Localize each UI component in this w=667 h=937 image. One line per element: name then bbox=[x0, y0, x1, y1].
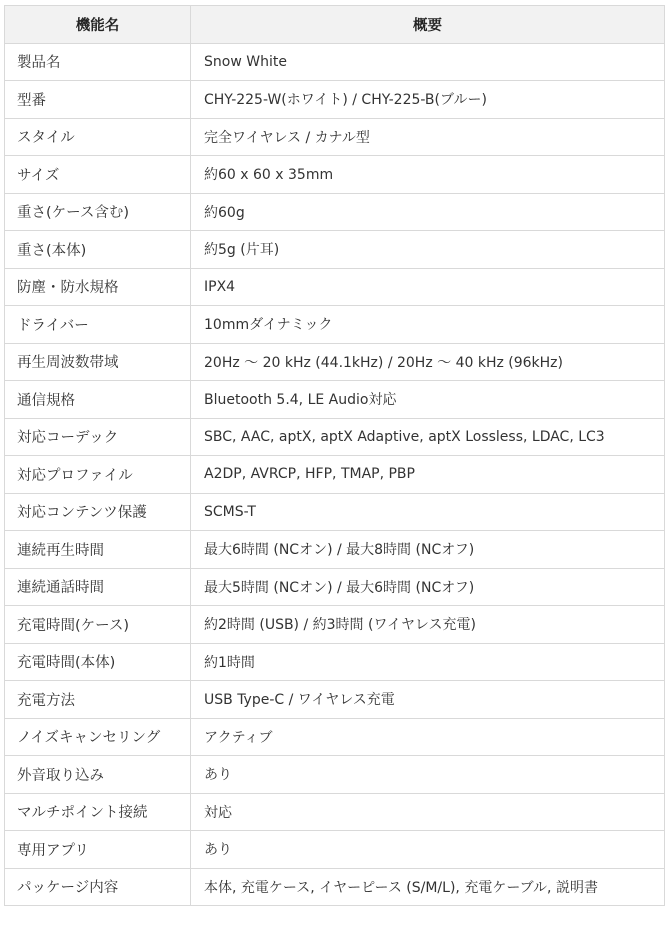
feature-name-cell: マルチポイント接続 bbox=[5, 793, 191, 831]
feature-name-cell: 連続再生時間 bbox=[5, 531, 191, 569]
header-feature-name: 機能名 bbox=[5, 6, 191, 44]
table-row bbox=[5, 343, 665, 381]
feature-name-cell: 充電方法 bbox=[5, 681, 191, 719]
feature-name-cell: 専用アプリ bbox=[5, 831, 191, 869]
feature-name-cell: サイズ bbox=[5, 156, 191, 194]
table-row bbox=[5, 643, 665, 681]
feature-name-cell: 通信規格 bbox=[5, 381, 191, 419]
feature-name-cell: 製品名 bbox=[5, 43, 191, 81]
table-row bbox=[5, 381, 665, 419]
table-row bbox=[5, 493, 665, 531]
table-row bbox=[5, 718, 665, 756]
feature-name-cell: 連続通話時間 bbox=[5, 568, 191, 606]
table-row bbox=[5, 868, 665, 906]
feature-value-cell: 最大6時間 (NCオン) / 最大8時間 (NCオフ) bbox=[191, 531, 665, 569]
feature-value-cell: IPX4 bbox=[191, 268, 665, 306]
table-row bbox=[5, 306, 665, 344]
feature-value-cell: Snow White bbox=[191, 43, 665, 81]
feature-value-cell: USB Type-C / ワイヤレス充電 bbox=[191, 681, 665, 719]
feature-value-cell: 本体, 充電ケース, イヤーピース (S/M/L), 充電ケーブル, 説明書 bbox=[191, 868, 665, 906]
feature-value-cell: アクティブ bbox=[191, 718, 665, 756]
table-row bbox=[5, 156, 665, 194]
feature-name-cell: 対応プロファイル bbox=[5, 456, 191, 494]
feature-name-cell: 防塵・防水規格 bbox=[5, 268, 191, 306]
feature-name-cell: 型番 bbox=[5, 81, 191, 119]
table-row bbox=[5, 193, 665, 231]
table-row bbox=[5, 456, 665, 494]
feature-name-cell: ドライバー bbox=[5, 306, 191, 344]
feature-name-cell: ノイズキャンセリング bbox=[5, 718, 191, 756]
feature-value-cell: 約60 x 60 x 35mm bbox=[191, 156, 665, 194]
header-row bbox=[5, 6, 665, 44]
feature-name-cell: 充電時間(ケース) bbox=[5, 606, 191, 644]
feature-value-cell: 約60g bbox=[191, 193, 665, 231]
table-row bbox=[5, 231, 665, 269]
table-row bbox=[5, 531, 665, 569]
feature-value-cell: 約1時間 bbox=[191, 643, 665, 681]
table-row bbox=[5, 81, 665, 119]
table-row bbox=[5, 43, 665, 81]
spec-table bbox=[4, 5, 665, 906]
feature-value-cell: 完全ワイヤレス / カナル型 bbox=[191, 118, 665, 156]
feature-value-cell: 10mmダイナミック bbox=[191, 306, 665, 344]
feature-name-cell: 対応コンテンツ保護 bbox=[5, 493, 191, 531]
spec-rows bbox=[5, 43, 665, 906]
table-row bbox=[5, 606, 665, 644]
table-row bbox=[5, 793, 665, 831]
feature-name-cell: 重さ(ケース含む) bbox=[5, 193, 191, 231]
feature-name-cell: 重さ(本体) bbox=[5, 231, 191, 269]
feature-name-cell: スタイル bbox=[5, 118, 191, 156]
feature-value-cell: CHY-225-W(ホワイト) / CHY-225-B(ブルー) bbox=[191, 81, 665, 119]
table-row bbox=[5, 118, 665, 156]
feature-name-cell: 再生周波数帯域 bbox=[5, 343, 191, 381]
table-row bbox=[5, 756, 665, 794]
feature-name-cell: パッケージ内容 bbox=[5, 868, 191, 906]
feature-value-cell: A2DP, AVRCP, HFP, TMAP, PBP bbox=[191, 456, 665, 494]
feature-name-cell: 外音取り込み bbox=[5, 756, 191, 794]
feature-value-cell: 約5g (片耳) bbox=[191, 231, 665, 269]
feature-name-cell: 対応コーデック bbox=[5, 418, 191, 456]
feature-value-cell: あり bbox=[191, 831, 665, 869]
header-overview: 概要 bbox=[191, 6, 665, 44]
table-row bbox=[5, 418, 665, 456]
table-row bbox=[5, 681, 665, 719]
feature-name-cell: 充電時間(本体) bbox=[5, 643, 191, 681]
feature-value-cell: Bluetooth 5.4, LE Audio対応 bbox=[191, 381, 665, 419]
feature-value-cell: SBC, AAC, aptX, aptX Adaptive, aptX Lossless, LDAC, LC3 bbox=[191, 418, 665, 456]
feature-value-cell: 対応 bbox=[191, 793, 665, 831]
feature-value-cell: 20Hz 〜 20 kHz (44.1kHz) / 20Hz 〜 40 kHz (96kHz) bbox=[191, 343, 665, 381]
table-row bbox=[5, 268, 665, 306]
feature-value-cell: 約2時間 (USB) / 約3時間 (ワイヤレス充電) bbox=[191, 606, 665, 644]
feature-value-cell: SCMS-T bbox=[191, 493, 665, 531]
feature-value-cell: あり bbox=[191, 756, 665, 794]
feature-value-cell: 最大5時間 (NCオン) / 最大6時間 (NCオフ) bbox=[191, 568, 665, 606]
table-row bbox=[5, 568, 665, 606]
table-row bbox=[5, 831, 665, 869]
